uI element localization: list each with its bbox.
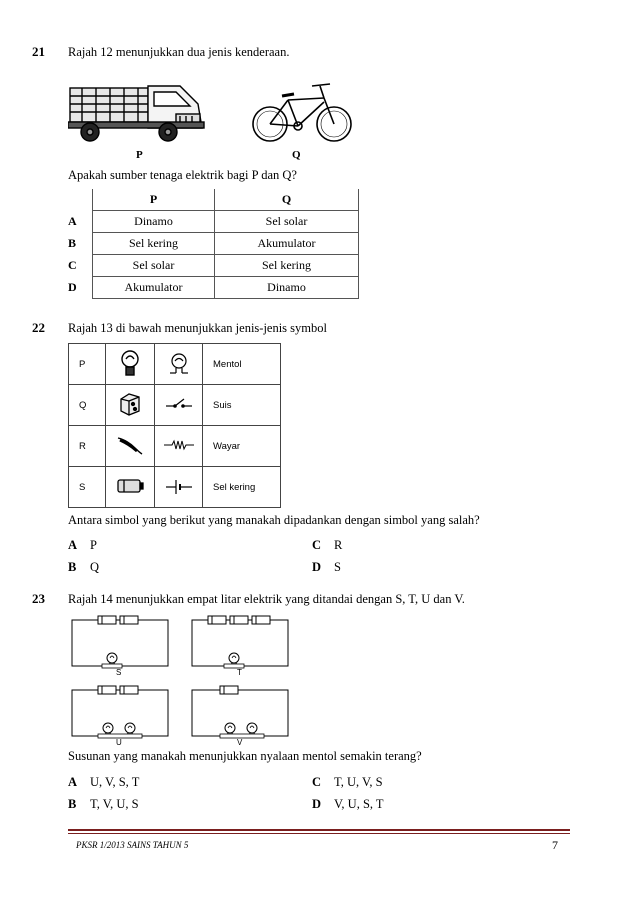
option-letter: C (68, 258, 77, 272)
bulb-symbol-icon (155, 344, 203, 385)
table-cell-p: Akumulator (93, 277, 215, 299)
switch-picture-icon (106, 385, 155, 426)
bicycle-illustration (248, 78, 358, 148)
row-letter: R (69, 426, 106, 467)
option-letter: A (68, 214, 77, 228)
answer-table-21 (68, 189, 359, 299)
circuit-diagram (68, 612, 300, 752)
table-header-row (68, 189, 359, 211)
question-23-prompt: Susunan yang manakah menunjukkan nyalaan mentol semakin terang? (68, 749, 422, 763)
row-letter: P (69, 344, 106, 385)
table-cell-q: Sel kering (215, 255, 359, 277)
label-q: Q (292, 149, 301, 161)
symbol-table-22 (68, 343, 281, 508)
symbol-row-r (69, 426, 281, 467)
footer-text: PKSR 1/2013 SAINS TAHUN 5 (76, 840, 189, 850)
circuit-label-v: V (237, 738, 243, 747)
bulb-picture-icon (106, 344, 155, 385)
label-p: P (136, 149, 143, 161)
option-d: D S (312, 560, 341, 574)
table-cell-p: Sel solar (93, 255, 215, 277)
question-21-prompt: Apakah sumber tenaga elektrik bagi P dan Q? (68, 168, 297, 182)
option-c: C R (312, 538, 343, 552)
table-cell-q: Sel solar (215, 211, 359, 233)
page-number: 7 (552, 838, 558, 852)
option-b: B T, V, U, S (68, 797, 139, 811)
circuit-label-t: T (237, 668, 242, 677)
table-cell-p: Dinamo (93, 211, 215, 233)
dry-cell-picture-icon (106, 467, 155, 508)
option-a: A U, V, S, T (68, 775, 140, 789)
question-22-stem: Rajah 13 di bawah menunjukkan jenis-jenis symbol (68, 321, 327, 335)
option-c: C T, U, V, S (312, 775, 383, 789)
question-22-prompt: Antara simbol yang berikut yang manakah dipadankan dengan simbol yang salah? (68, 513, 480, 527)
symbol-name: Wayar (203, 426, 281, 467)
circuit-label-u: U (116, 738, 122, 747)
lorry-illustration (68, 78, 208, 144)
question-number-21: 21 (32, 44, 45, 59)
circuit-label-s: S (116, 668, 122, 677)
symbol-row-q (69, 385, 281, 426)
table-cell-q: Dinamo (215, 277, 359, 299)
table-cell-q: Akumulator (215, 233, 359, 255)
option-letter: D (68, 280, 77, 294)
cell-symbol-icon (155, 467, 203, 508)
footer-rule-thin (68, 833, 570, 834)
option-a: A P (68, 538, 97, 552)
wire-picture-icon (106, 426, 155, 467)
table-row (68, 255, 359, 277)
question-number-23: 23 (32, 591, 45, 606)
table-header-q: Q (215, 189, 359, 211)
symbol-name: Mentol (203, 344, 281, 385)
option-letter: B (68, 236, 77, 250)
question-number-22: 22 (32, 320, 45, 335)
table-row (68, 233, 359, 255)
table-row (68, 277, 359, 299)
switch-symbol-icon (155, 385, 203, 426)
row-letter: Q (69, 385, 106, 426)
option-b: B Q (68, 560, 100, 574)
question-23-stem: Rajah 14 menunjukkan empat litar elektrik yang ditandai dengan S, T, U dan V. (68, 592, 465, 606)
footer-rule (68, 829, 570, 831)
symbol-name: Sel kering (203, 467, 281, 508)
table-cell-p: Sel kering (93, 233, 215, 255)
table-row (68, 211, 359, 233)
question-21-stem: Rajah 12 menunjukkan dua jenis kenderaan. (68, 45, 290, 59)
symbol-row-s (69, 467, 281, 508)
symbol-row-p (69, 344, 281, 385)
option-d: D V, U, S, T (312, 797, 384, 811)
symbol-name: Suis (203, 385, 281, 426)
table-header-p: P (93, 189, 215, 211)
row-letter: S (69, 467, 106, 508)
resistor-symbol-icon (155, 426, 203, 467)
